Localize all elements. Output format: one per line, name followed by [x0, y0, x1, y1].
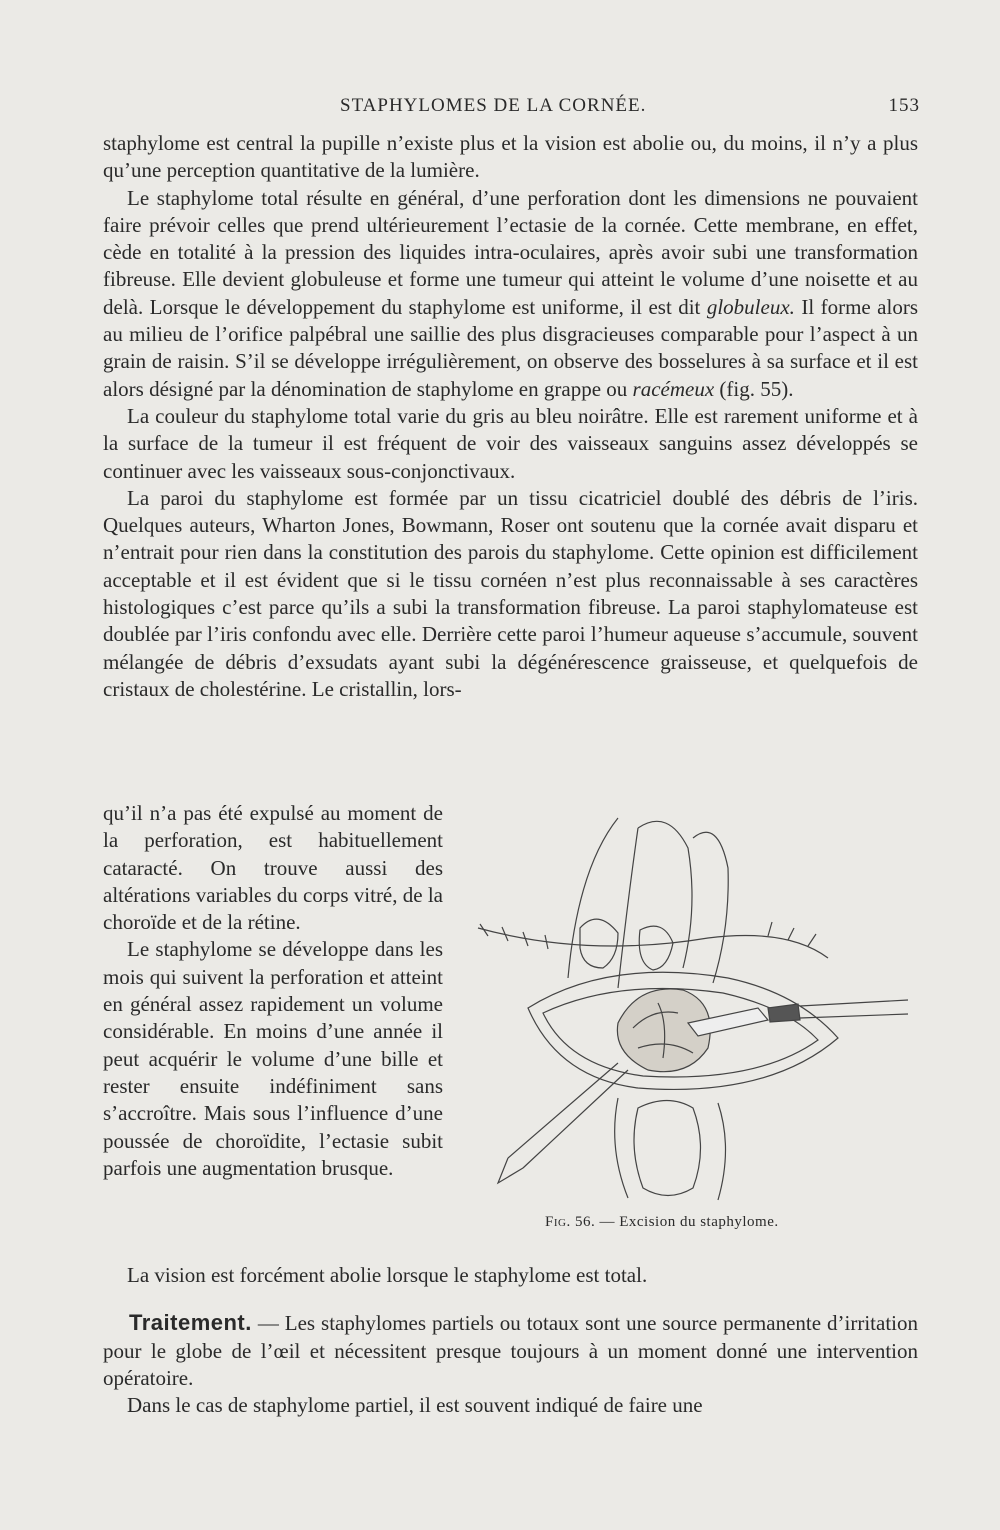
figure-caption: [545, 1214, 845, 1231]
italic-term: racémeux: [632, 376, 715, 401]
text-run: — Les staphylomes partiels ou totaux sont une source permanente d’irritation pour le globe de l’œil et nécessitent presque toujours à un moment donné une intervention opératoire.: [103, 1311, 918, 1390]
paragraph: staphylome est central la pupille n’existe plus et la vision est abolie ou, du moins, il n’y a plus qu’une perception quantitative de la lumière.: [103, 131, 918, 183]
wrapped-text-column: [103, 800, 443, 1182]
paragraph: Dans le cas de staphylome partiel, il est souvent indiqué de faire une: [127, 1393, 703, 1418]
paragraph: [103, 185, 918, 403]
text-run: Le staphylome total résulte en général, d’une perforation dont les dimensions ne pouvaient faire prévoir celles que prend ultérieurement l’ectasie de la cornée. Cette membrane, en effet, cède en totalité à la pression des liquides intra-oculaires, après avoir subi une transformation fibreuse. Elle devient globuleuse et forme une tumeur qui atteint le volume d’une noisette et au delà. Lorsque le développement du staphylome est uniforme, il est dit: [103, 185, 918, 319]
text-run: Il forme alors au milieu de l’orifice palpébral une saillie des plus disgracieuses comparable pour l’aspect à un grain de raisin. S’il se développe irrégulièrement, on observe des bosselures à sa surface et il est alors désigné par la dénomination de staphylome en grappe ou: [103, 294, 918, 401]
paragraph: qu’il n’a pas été expulsé au moment de la perforation, est habituellement cataracté. On trouve aussi des altérations variables du corps vitré, de la choroïde et de la rétine.: [103, 801, 443, 935]
surgery-illustration: [468, 808, 908, 1208]
body-text: [103, 130, 918, 703]
treatment-paragraph: [103, 1309, 918, 1392]
running-title: STAPHYLOMES DE LA CORNÉE.: [340, 95, 647, 116]
paragraph: La couleur du staphylome total varie du gris au bleu noirâtre. Elle est rarement uniforme et à la surface de la tumeur il est fréquent de voir des vaisseaux sanguins assez développés se continuer avec les vaisseaux sous-conjonctivaux.: [103, 403, 918, 483]
caption-text: — Excision du staphylome.: [595, 1214, 779, 1230]
paragraph: La vision est forcément abolie lorsque le staphylome est total.: [127, 1263, 648, 1287]
page-number: 153: [888, 95, 920, 116]
text-run: (fig. 55).: [714, 376, 794, 401]
paragraph: La paroi du staphylome est formée par un tissu cicatriciel doublé des débris de l’iris. Quelques auteurs, Wharton Jones, Bowmann, Roser ont soutenu que la cornée avait disparu et n’entrait pour rien dans la constitution des parois du staphylome. Cette opinion est difficilement acceptable et il est évident que si le tissu cornéen n’est plus reconnaissable à ses caractères histologiques c’est parce qu’ils a subi la transformation fibreuse. La paroi staphylomateuse est doublée par l’iris confondu avec elle. Derrière cette paroi l’humeur aqueuse s’accumule, souvent mélangée de débris d’exsudats ayant subi la dégénérescence graisseuse, et quelquefois de cristaux de cholestérine. Le cristallin, lors-: [103, 485, 918, 701]
section-heading: Traitement.: [129, 1310, 252, 1336]
paragraph: Le staphylome se développe dans les mois qui suivent la perforation et atteint en général assez rapidement un volume considérable. En moins d’une année il peut acquérir le volume d’une bille et rester ensuite indéfiniment sans s’accroître. Mais sous l’influence d’une poussée de choroïdite, l’ectasie subit parfois une augmentation brusque.: [103, 937, 443, 1180]
after-figure-text: [103, 1262, 918, 1419]
figure-label: Fig. 56.: [545, 1214, 596, 1230]
italic-term: globuleux.: [706, 294, 795, 319]
